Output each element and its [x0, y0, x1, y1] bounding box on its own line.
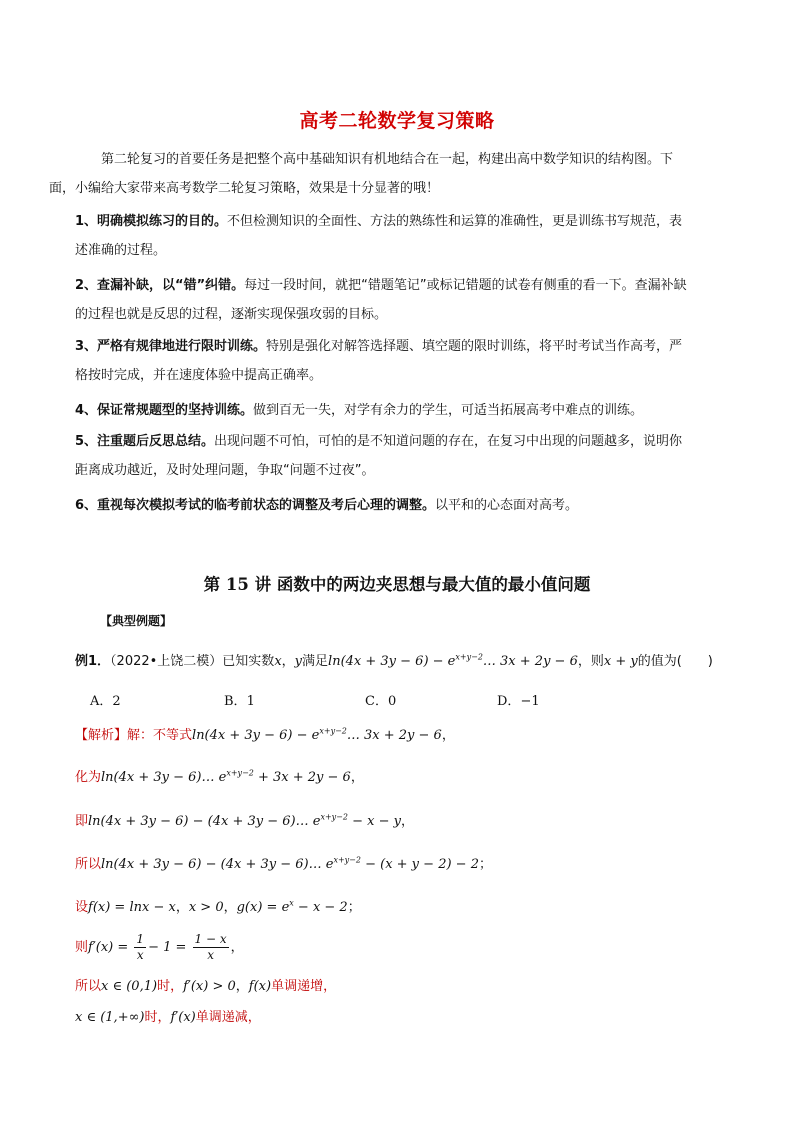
step-4-formula-rhs: − (x + y − 2) − 2	[360, 857, 479, 872]
step-3-text: 即	[75, 814, 89, 829]
option-c[interactable]	[365, 690, 396, 709]
sep: ，	[281, 654, 295, 669]
var-x: x	[274, 654, 282, 669]
solution-step-3	[75, 810, 414, 829]
tip-2-text: 每过一段时间，就把“错题笔记”或标记错题的试卷有侧重的看一下。查漏补缺	[244, 278, 687, 293]
option-c-label: C．	[365, 694, 388, 709]
step-7-sep: ，	[235, 979, 249, 994]
ask-text: ，则	[577, 654, 604, 669]
option-b-value: 1	[246, 694, 255, 709]
option-a-value: 2	[112, 694, 121, 709]
tip-1-heading: 1、明确模拟练习的目的。	[75, 214, 228, 229]
cond-text: 满足	[302, 654, 329, 669]
example-question	[75, 650, 713, 669]
lesson-title: 第 15 讲 函数中的两边夹思想与最大值的最小值问题	[203, 575, 591, 594]
option-b-label: B．	[224, 694, 247, 709]
intro-paragraph	[49, 145, 725, 203]
tip-5-text-cont: 距离成功越近，及时处理问题，争取“问题不过夜”。	[75, 463, 375, 478]
step-5-sep2: ，	[223, 900, 237, 915]
page-title: 高考二轮数学复习策略	[299, 110, 495, 132]
step-3-exponent: x+y−2	[320, 812, 348, 822]
step-5-formula-g-rest: − x − 2	[293, 900, 348, 915]
condition-exponent: x+y−2	[455, 652, 483, 662]
tip-3-text-cont: 格按时完成，并在速度体验中提高正确率。	[75, 368, 323, 383]
fraction-2-denominator: x	[207, 948, 214, 962]
step-7-interval: x ∈ (0,1)	[101, 979, 158, 994]
step-7-function: f(x)	[248, 979, 272, 994]
step-5-formula-f: f(x) = lnx − x	[88, 900, 176, 915]
option-d-value: −1	[520, 694, 540, 709]
step-3-formula-rhs: − x − y	[347, 814, 401, 829]
tip-2	[75, 271, 725, 329]
tip-6-heading: 6、重视每次模拟考试的临考前状态的调整及考后心理的调整。	[75, 498, 436, 513]
step-8-derivative: f′(x)	[170, 1010, 196, 1025]
section-heading: 【典型例题】	[100, 614, 173, 628]
tip-1-text-cont: 述准确的过程。	[75, 243, 167, 258]
solution-step-5	[75, 896, 361, 915]
tip-5	[75, 427, 725, 485]
solution-step-7	[75, 975, 336, 994]
example-label: 例1．	[75, 654, 111, 669]
fraction-1-numerator: 1	[136, 932, 145, 946]
tip-1-text: 不但检测知识的全面性、方法的熟练性和运算的准确性，更是训练书写规范，表	[227, 214, 683, 229]
step-6-derivative: f′(x) =	[88, 940, 129, 955]
tip-3-heading: 3、严格有规律地进行限时训练。	[75, 339, 267, 354]
solution-step-1	[75, 724, 455, 743]
step-5-exponent: x	[289, 898, 294, 908]
tip-2-text-cont: 的过程也就是反思的过程，逐渐实现保强攻弱的目标。	[75, 307, 388, 322]
solution-step-4	[75, 853, 492, 872]
intro-line-1: 第二轮复习的首要任务是把整个高中基础知识有机地结合在一起，构建出高中数学知识的结构图。下	[101, 152, 674, 167]
step-5-text: 设	[75, 900, 89, 915]
solution-step-8	[75, 1006, 261, 1025]
tip-3	[75, 332, 725, 390]
step-1-formula-rhs: … 3x + 2y − 6	[346, 728, 442, 743]
step-6-mid: − 1 =	[148, 940, 187, 955]
fraction-2-numerator: 1 − x	[194, 932, 227, 946]
step-5-sep: ，	[175, 900, 189, 915]
step-2-formula-rhs: + 3x + 2y − 6	[253, 770, 351, 785]
analysis-tag: 【解析】	[75, 728, 128, 743]
condition-formula: ln(4x + 3y − 6) − e	[328, 654, 456, 669]
step-5-formula-g: g(x) = e	[236, 900, 290, 915]
step-4-text: 所以	[75, 857, 102, 872]
tip-1	[75, 207, 725, 265]
step-8-interval: x ∈ (1,+∞)	[75, 1010, 145, 1025]
step-3-end: ，	[400, 814, 414, 829]
tip-4-heading: 4、保证常规题型的坚持训练。	[75, 403, 254, 418]
example-source: （2022•上饶二模）已知实数	[110, 654, 275, 669]
tip-4	[75, 396, 725, 425]
condition-formula-rhs: … 3x + 2y − 6	[482, 654, 578, 669]
step-5-domain: x > 0	[188, 900, 224, 915]
step-6-text: 则	[75, 940, 89, 955]
fraction-1-minus-x-over-x	[193, 932, 229, 963]
option-c-value: 0	[387, 694, 397, 709]
step-7-derivative: f′(x) > 0	[183, 979, 236, 994]
step-7-when: 时，	[157, 979, 184, 994]
step-7-text: 所以	[75, 979, 102, 994]
fraction-1-denominator: x	[136, 948, 144, 962]
step-5-end: ；	[347, 900, 361, 915]
ask-text-end: 的值为( )	[637, 654, 713, 669]
option-b[interactable]	[224, 690, 255, 709]
step-1-end: ，	[441, 728, 455, 743]
step-2-exponent: x+y−2	[226, 768, 254, 778]
tip-2-heading: 2、查漏补缺，以“错”纠错。	[75, 278, 245, 293]
step-4-formula: ln(4x + 3y − 6) − (4x + 3y − 6)… e	[101, 857, 334, 872]
step-1-formula: ln(4x + 3y − 6) − e	[192, 728, 320, 743]
step-1-exponent: x+y−2	[319, 726, 347, 736]
fraction-1-over-x	[134, 932, 146, 963]
option-a[interactable]	[90, 690, 121, 709]
step-1-text: 解：不等式	[127, 728, 193, 743]
tip-5-text: 出现问题不可怕，可怕的是不知道问题的存在，在复习中出现的问题越多，说明你	[214, 434, 683, 449]
tip-4-text: 做到百无一失，对学有余力的学生，可适当拓展高考中难点的训练。	[253, 403, 644, 418]
tip-6-text: 以平和的心态面对高考。	[435, 498, 579, 513]
option-a-label: A．	[90, 694, 113, 709]
solution-step-6	[75, 932, 244, 963]
ask-formula: x + y	[603, 654, 638, 669]
step-2-end: ，	[350, 770, 364, 785]
tip-3-text: 特别是强化对解答选择题、填空题的限时训练，将平时考试当作高考，严	[266, 339, 683, 354]
option-d[interactable]	[497, 690, 540, 709]
step-6-end: ，	[230, 940, 244, 955]
step-3-formula: ln(4x + 3y − 6) − (4x + 3y − 6)… e	[88, 814, 321, 829]
tip-6	[75, 491, 725, 520]
step-7-conclusion: 单调递增，	[271, 979, 337, 994]
option-d-label: D．	[497, 694, 521, 709]
step-8-when: 时，	[144, 1010, 171, 1025]
step-2-text: 化为	[75, 770, 102, 785]
step-8-conclusion: 单调递减，	[195, 1010, 261, 1025]
tip-5-heading: 5、注重题后反思总结。	[75, 434, 215, 449]
step-2-formula: ln(4x + 3y − 6)… e	[101, 770, 227, 785]
solution-step-2	[75, 766, 364, 785]
var-y: y	[294, 654, 303, 669]
step-4-end: ；	[478, 857, 492, 872]
step-4-exponent: x+y−2	[333, 855, 361, 865]
intro-line-2: 面，小编给大家带来高考数学二轮复习策略，效果是十分显著的哦！	[49, 181, 440, 196]
